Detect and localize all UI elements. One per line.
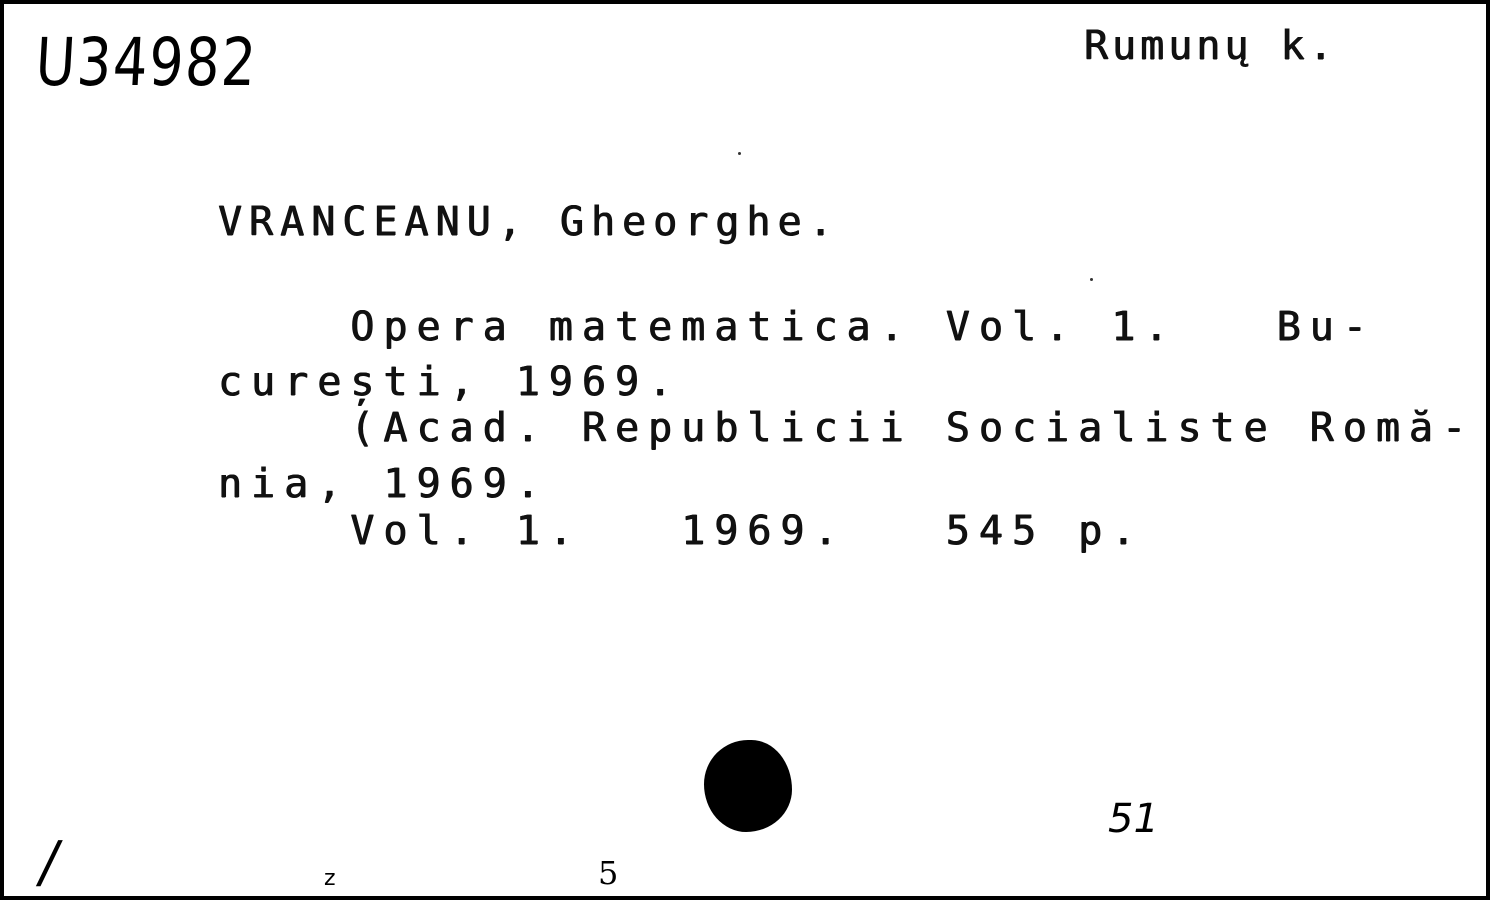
ink-speck [1090, 278, 1093, 281]
title-line-2: curești, 1969. [218, 359, 682, 405]
department-label: Rumunų k. [1084, 23, 1337, 69]
bottom-mark-z: z [324, 866, 336, 891]
author-heading: VRANCEANU, Gheorghe. [218, 199, 840, 245]
bottom-mark-5: 5 [598, 854, 619, 892]
ink-speck [738, 152, 741, 155]
page-number: 51 [1108, 796, 1159, 842]
margin-mark: / [34, 830, 65, 895]
title-line-1: Opera matematica. Vol. 1. Bu- [218, 304, 1376, 350]
publisher-line-1: (Acad. Republicii Socialiste Romă- [218, 405, 1476, 451]
punch-hole [704, 740, 792, 832]
publisher-line-2: nia, 1969. [218, 461, 549, 507]
volume-line: Vol. 1. 1969. 545 p. [218, 508, 1145, 554]
accession-number: U34982 [33, 24, 260, 101]
